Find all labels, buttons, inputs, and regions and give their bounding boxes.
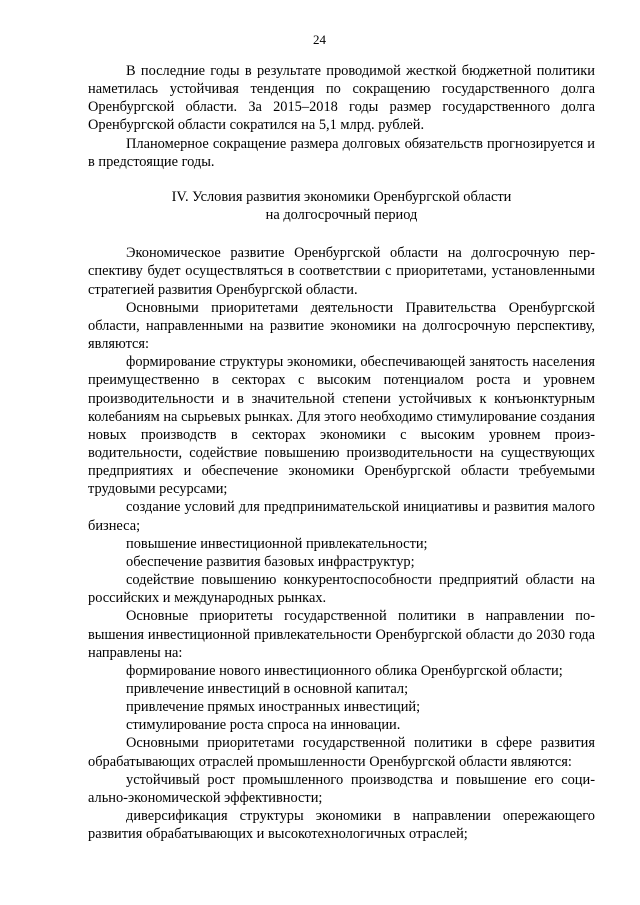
- list-item-capital-investment: привлечение инвестиций в основной капитал;: [126, 681, 409, 697]
- list-item-innovation-demand: стимулирование роста спроса на инновации.: [126, 717, 401, 734]
- paragraph-debt-reduction: В последние годы в результате проводимой жесткой бюджетной политики наметилась устойчивая тенденция по сокращению государственного долга Оренбургской области. За 2015–2018 годы размер государственного долга Оренбургской области сократился на 5,1 млрд. рублей.: [88, 63, 595, 134]
- section-heading: [88, 188, 595, 224]
- list-item-infrastructure: обеспечение развития базовых инфраструктур;: [126, 553, 415, 570]
- paragraph-manufacturing-priorities: Основными приоритетами государственной политики в сфере развития обрабатывающих отраслей промышленности Оренбургской области являются:: [88, 735, 595, 770]
- section-heading-line-1: IV. Условия развития экономики Оренбургской области: [171, 188, 512, 205]
- list-item-entrepreneurship: создание условий для предпринимательской инициативы и развития малого бизнеса;: [88, 499, 595, 534]
- list-item-economy-structure: формирование структуры экономики, обеспечивающей занятость населения преимущественно в секторах с высоким потенциалом роста и уровнем производительности и в значительной степени устойчивых к конъюнктурным колебаниям на сырьевых рынках. Для этого необходимо стимулирование создания новых производств в секторах экономики с высоким уровнем производительности, содействие повышению производительности на существующих предприятиях и обеспечение экономики Оренбургской области требуемыми трудовыми ресурсами;: [88, 354, 595, 498]
- list-item-diversification: диверсификация структуры экономики в направлении опережающего развития обрабатывающих и высокотехнологичных отраслей;: [88, 808, 595, 843]
- list-item-investment-attractiveness: повышение инвестиционной привлекательности;: [126, 535, 428, 552]
- section-heading-line-2: на долгосрочный период: [265, 207, 418, 224]
- list-item-investment-image: формирование нового инвестиционного облика Оренбургской области;: [126, 662, 563, 679]
- paragraph-economic-development: Экономическое развитие Оренбургской области на долгосрочную перспективу будет осуществляться в соответствии с приоритетами, установленными стратегией развития Оренбургской области.: [88, 245, 595, 298]
- page-number: 24: [313, 32, 326, 47]
- list-item-industrial-growth: устойчивый рост промышленного производства и повышение его социально-экономической эффективности;: [88, 771, 595, 806]
- paragraph-investment-priorities: Основные приоритеты государственной политики в направлении повышения инвестиционной привлекательности Оренбургской области до 2030 года направлены на:: [88, 608, 595, 661]
- list-item-foreign-investment: привлечение прямых иностранных инвестиций;: [126, 699, 421, 716]
- list-item-competitiveness: содействие повышению конкурентоспособности предприятий области на российских и международных рынках.: [88, 572, 595, 607]
- paragraph-government-priorities: Основными приоритетами деятельности Правительства Оренбургской области, направленными на развитие экономики на долгосрочную перспективу, являются:: [88, 299, 595, 353]
- paragraph-debt-forecast: Планомерное сокращение размера долговых обязательств прогнозируется и в предстоящие годы.: [88, 135, 595, 170]
